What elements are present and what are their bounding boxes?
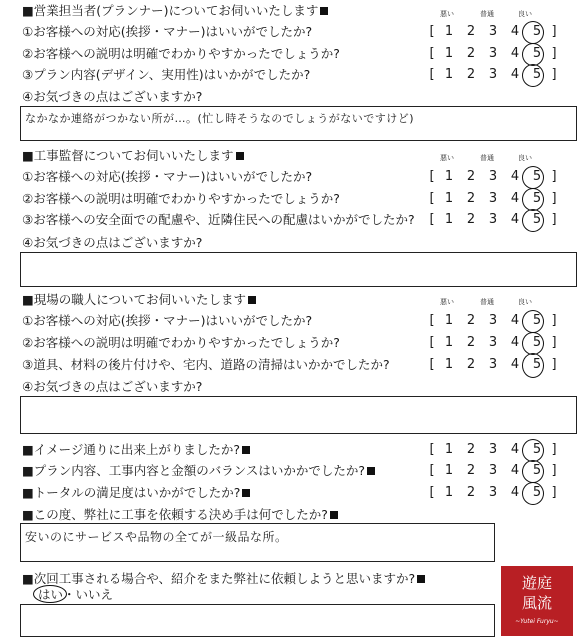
company-logo-stamp bbox=[501, 566, 573, 636]
question-sales-4: ④お気づきの点はございますか? bbox=[22, 89, 203, 104]
square-icon bbox=[242, 446, 250, 454]
selected-rating-circle bbox=[522, 21, 544, 44]
selected-option-circle bbox=[33, 585, 67, 603]
section-title-sales: ■営業担当者(プランナー)についてお伺いいたします bbox=[22, 4, 330, 18]
square-icon bbox=[330, 511, 338, 519]
selected-rating-circle bbox=[522, 188, 544, 211]
logo-line-1: 遊庭 bbox=[521, 574, 552, 592]
option-yes[interactable]: はい bbox=[38, 587, 63, 602]
rating-scale[interactable]: [ 1 2 3 4 5 ] bbox=[429, 357, 557, 372]
answer-options-next: はい ・いいえ bbox=[38, 588, 113, 602]
selected-rating-circle bbox=[522, 460, 544, 483]
logo-subtitle: ~Yutei Furyu~ bbox=[515, 618, 559, 625]
rating-header-bad: 悪い bbox=[440, 10, 454, 18]
selected-rating-circle bbox=[522, 439, 544, 462]
question-overall-2: ■プラン内容、工事内容と金額のバランスはいかかでしたか? bbox=[22, 464, 377, 478]
rating-header-normal: 普通 bbox=[480, 10, 494, 18]
selected-rating-circle bbox=[522, 332, 544, 355]
square-icon bbox=[417, 575, 425, 583]
selected-rating-circle bbox=[522, 482, 544, 505]
question-craftsmen-3: ③道具、材料の後片付けや、宅内、道路の清掃はいかかでしたか? bbox=[22, 357, 390, 372]
rating-scale[interactable]: [ 1 2 3 4 5 ] bbox=[429, 442, 557, 457]
rating-scale[interactable]: [ 1 2 3 4 5 ] bbox=[429, 67, 557, 82]
selected-rating-circle bbox=[522, 64, 544, 87]
square-icon bbox=[367, 467, 375, 475]
rating-scale[interactable]: [ 1 2 3 4 5 ] bbox=[429, 46, 557, 61]
rating-header-good: 良い bbox=[518, 298, 532, 306]
selected-rating-circle bbox=[522, 209, 544, 232]
selected-rating-circle bbox=[522, 166, 544, 189]
section-title-craftsmen: ■現場の職人についてお伺いいたします bbox=[22, 293, 258, 307]
rating-header-bad: 悪い bbox=[440, 298, 454, 306]
answer-box-next[interactable] bbox=[20, 604, 495, 637]
question-sales-3: ③プラン内容(デザイン、実用性)はいかがでしたか? bbox=[22, 67, 311, 82]
selected-rating-circle bbox=[522, 43, 544, 66]
comment-box-craftsmen[interactable] bbox=[20, 396, 577, 434]
question-craftsmen-4: ④お気づきの点はございますか? bbox=[22, 379, 203, 394]
rating-header-bad: 悪い bbox=[440, 154, 454, 162]
square-icon bbox=[242, 489, 250, 497]
answer-box-decision[interactable] bbox=[20, 523, 495, 562]
rating-scale[interactable]: [ 1 2 3 4 5 ] bbox=[429, 24, 557, 39]
selected-rating-circle bbox=[522, 310, 544, 333]
rating-header bbox=[0, 9, 584, 19]
option-no[interactable]: いいえ bbox=[75, 587, 114, 602]
question-supervisor-1: ①お客様への対応(挨拶・マナー)はいいがでしたか? bbox=[22, 169, 313, 184]
answer-text-decision: 安いのにサービスや品物の全てが一級品な所。 bbox=[25, 530, 288, 544]
question-overall-3: ■トータルの満足度はいかがでしたか? bbox=[22, 486, 252, 500]
question-supervisor-4: ④お気づきの点はございますか? bbox=[22, 235, 203, 250]
rating-header-normal: 普通 bbox=[480, 154, 494, 162]
question-supervisor-3: ③お客様への安全面での配慮や、近隣住民への配慮はいかがでしたか? bbox=[22, 212, 415, 227]
rating-scale[interactable]: [ 1 2 3 4 5 ] bbox=[429, 169, 557, 184]
rating-header-good: 良い bbox=[518, 154, 532, 162]
question-sales-2: ②お客様への説明は明確でわかりやすかったでしょうか? bbox=[22, 46, 340, 61]
rating-scale[interactable]: [ 1 2 3 4 5 ] bbox=[429, 313, 557, 328]
rating-header-good: 良い bbox=[518, 10, 532, 18]
comment-text-sales: なかなか連絡がつかない所が…。(忙し時そうなのでしょうがないですけど) bbox=[25, 112, 415, 125]
comment-box-supervisor[interactable] bbox=[20, 252, 577, 287]
rating-header bbox=[0, 297, 584, 307]
rating-scale[interactable]: [ 1 2 3 4 5 ] bbox=[429, 335, 557, 350]
section-title-supervisor: ■工事監督についてお伺いいたします bbox=[22, 149, 246, 163]
question-supervisor-2: ②お客様への説明は明確でわかりやすかったでしょうか? bbox=[22, 191, 340, 206]
rating-scale[interactable]: [ 1 2 3 4 5 ] bbox=[429, 191, 557, 206]
question-craftsmen-2: ②お客様への説明は明確でわかりやすかったでしょうか? bbox=[22, 335, 340, 350]
section-title-decision: ■この度、弊社に工事を依頼する決め手は何でしたか? bbox=[22, 508, 340, 522]
question-sales-1: ①お客様への対応(挨拶・マナー)はいいがでしたか? bbox=[22, 24, 313, 39]
selected-rating-circle bbox=[522, 353, 544, 378]
rating-scale[interactable]: [ 1 2 3 4 5 ] bbox=[429, 212, 557, 227]
question-craftsmen-1: ①お客様への対応(挨拶・マナー)はいいがでしたか? bbox=[22, 313, 313, 328]
rating-header-normal: 普通 bbox=[480, 298, 494, 306]
question-overall-1: ■イメージ通りに出来上がりましたか? bbox=[22, 443, 252, 457]
comment-box-sales[interactable] bbox=[20, 106, 577, 141]
rating-scale[interactable]: [ 1 2 3 4 5 ] bbox=[429, 463, 557, 478]
rating-header bbox=[0, 153, 584, 163]
section-title-next: ■次回工事される場合や、紹介をまた弊社に依頼しようと思いますか? bbox=[22, 572, 427, 586]
rating-scale[interactable]: [ 1 2 3 4 5 ] bbox=[429, 485, 557, 500]
logo-line-2: 風流 bbox=[521, 594, 552, 612]
